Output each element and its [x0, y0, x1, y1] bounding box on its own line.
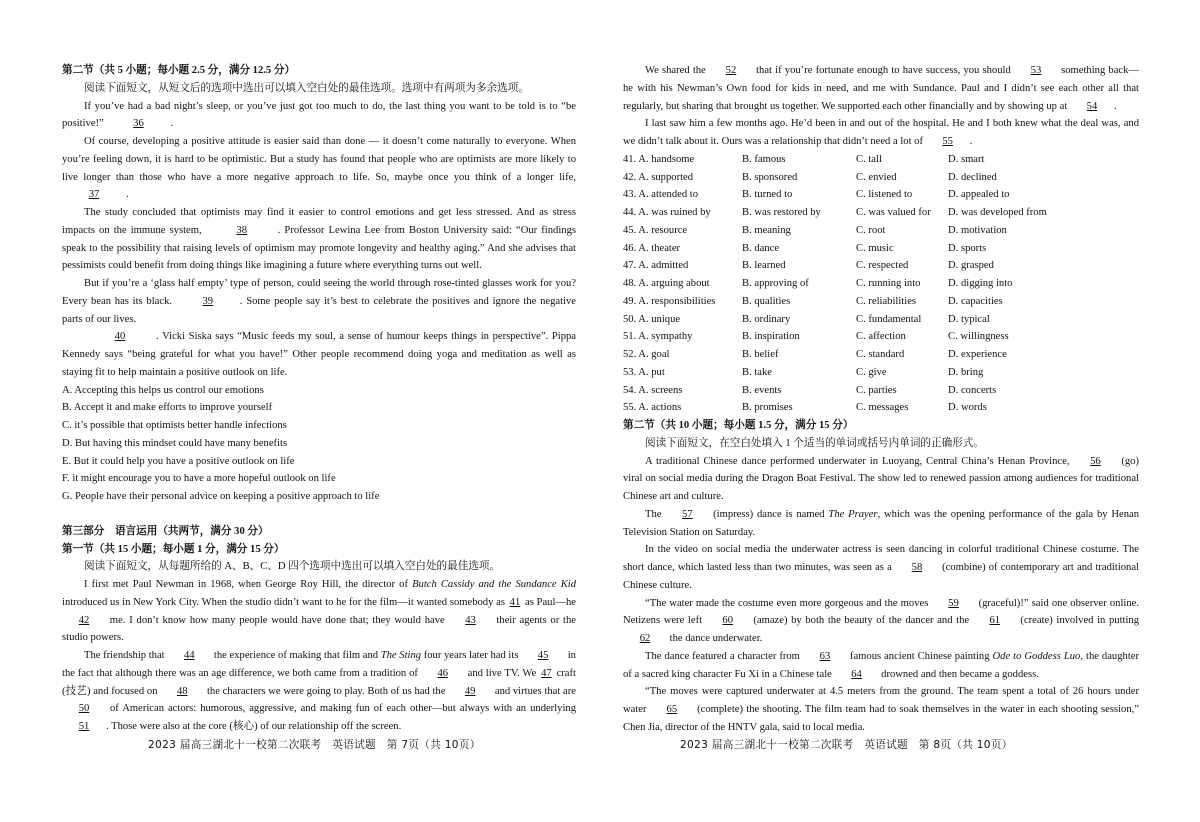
choice-option[interactable]: B. famous	[742, 153, 786, 165]
paragraph: 40 . Vicki Siska says “Music feeds my soul, a sense of humour keeps things in perspective”. Pippa Kennedy says “being grateful for what you have!” Other people recommend doing yoga and meditation as well as staying fit to help maintain a positive outlook on life.	[62, 328, 576, 381]
choice-option[interactable]: C. root	[856, 224, 886, 236]
choice-option[interactable]: D. smart	[948, 153, 985, 165]
choice-row	[623, 382, 1139, 400]
paragraph: “The water made the costume even more gorgeous and the moves 59 (graceful)!” said one observer online. Netizens were left 60 (amaze) by both the beauty of the dancer and the 61 (create) involved in putting 62 the dance underwater.	[623, 595, 1139, 648]
paragraph: I last saw him a few months ago. He’d been in and out of the hospital. He and I both knew what the deal was, and we didn’t talk about it. Ours was a relationship that didn’t need a lot of 55 .	[623, 115, 1139, 151]
choice-option[interactable]: 51. A. sympathy	[623, 331, 693, 343]
blank-37[interactable]: 37	[88, 189, 100, 201]
section-heading: 第一节（共 15 小题；每小题 1 分，满分 15 分）	[62, 543, 285, 555]
choice-row	[623, 328, 1139, 346]
blank-60[interactable]: 60	[722, 615, 734, 627]
choice-option[interactable]: B. qualities	[742, 295, 791, 307]
part-heading: 第三部分 语言运用（共两节，满分 30 分）	[62, 525, 269, 537]
blank-56[interactable]: 56	[1090, 455, 1101, 467]
paragraph: But if you’re a ‘glass half empty’ type of person, could seeing the world through rose-tinted glasses work for you? Every bean has its black. 39 . Some people say it’s best to celebrate the positives and ignore the negative parts of our lives.	[62, 278, 577, 325]
choice-option[interactable]: B. dance	[742, 242, 780, 254]
choice-option[interactable]: B. approving of	[742, 278, 809, 289]
choice-option[interactable]: B. belief	[742, 349, 779, 360]
paragraph: “The moves were captured underwater at 4.5 meters from the ground. The team spent a total of 26 hours under water 65 (complete) the shooting. The film team had to soak themselves in the water in each shooting session,” Chen Jia, director of the HNTV gala, said to local media.	[623, 686, 1139, 733]
choice-option[interactable]: 41. A. handsome	[623, 153, 695, 165]
blank-45[interactable]: 45	[537, 650, 549, 661]
option-item: E. But it could help you have a positive outlook on life	[62, 455, 295, 467]
choice-option[interactable]: 45. A. resource	[623, 224, 688, 236]
choice-row	[623, 311, 1139, 329]
choice-row	[623, 204, 1139, 222]
blank-46[interactable]: 46	[437, 667, 449, 679]
choice-row	[623, 169, 1139, 187]
section-instruction: 阅读下面短文，从短文后的选项中选出可以填入空白处的最佳选项。选项中有两项为多余选项。	[84, 82, 529, 94]
choice-option[interactable]: 53. A. put	[623, 366, 665, 378]
choice-option[interactable]: D. declined	[948, 171, 997, 183]
paragraph: A traditional Chinese dance performed underwater in Luoyang, Central China’s Henan Province, 56 (go) viral on social media during the Dragon Boat Festival. The show led to renewed passion among audiences for traditional Chinese art and culture.	[623, 453, 1139, 506]
choice-row	[623, 151, 1139, 169]
choice-option[interactable]: 50. A. unique	[623, 313, 681, 325]
choice-option[interactable]: B. learned	[742, 260, 786, 272]
section-heading: 第二节（共 10 小题；每小题 1.5 分，满分 15 分）	[623, 420, 854, 431]
choice-option[interactable]: D. bring	[948, 366, 984, 378]
choice-option[interactable]: C. music	[856, 242, 894, 254]
blank-41[interactable]: 41	[509, 596, 521, 608]
blank-64[interactable]: 64	[851, 668, 862, 680]
choice-option[interactable]: D. typical	[948, 313, 990, 325]
choice-option[interactable]: C. fundamental	[856, 313, 922, 325]
right-column	[623, 62, 1139, 737]
paragraph: The study concluded that optimists may find it easier to control emotions and get less stressed. And as stress impacts on the immune system, 38 . Professor Lewina Lee from Boston University said: “Our findings speak to the possibility that raising levels of optimism may promote longevity and healthy aging.” And she advises that pessimists could benefit from doing things like imagining a future where everything turns out well.	[62, 207, 576, 272]
page-footer-right: 2023 届高三湖北十一校第二次联考 英语试题 第 8页（共 10页）	[680, 739, 1013, 751]
choice-option[interactable]: C. give	[856, 366, 887, 378]
choice-option[interactable]: 52. A. goal	[623, 349, 670, 360]
choice-option[interactable]: C. running into	[856, 278, 921, 289]
choice-option[interactable]: C. messages	[856, 402, 909, 414]
blank-49[interactable]: 49	[464, 685, 476, 697]
blank-42[interactable]: 42	[78, 614, 90, 626]
blank-43[interactable]: 43	[465, 614, 476, 626]
blank-53[interactable]: 53	[1030, 65, 1042, 76]
option-item: A. Accepting this helps us control our emotions	[62, 384, 264, 396]
choice-row	[623, 346, 1139, 364]
choice-option[interactable]: B. sponsored	[742, 171, 798, 183]
blank-47[interactable]: 47	[541, 667, 552, 679]
choice-option[interactable]: B. events	[742, 384, 782, 396]
choice-option[interactable]: D. appealed to	[948, 189, 1010, 201]
page-footer-left: 2023 届高三湖北十一校第二次联考 英语试题 第 7页（共 10页）	[148, 739, 481, 751]
choice-option[interactable]: C. respected	[856, 260, 909, 272]
blank-50[interactable]: 50	[78, 703, 90, 715]
choice-option[interactable]: 42. A. supported	[623, 171, 694, 183]
choice-row	[623, 399, 1139, 417]
choice-option[interactable]: C. standard	[856, 349, 905, 360]
choice-option[interactable]: D. concerts	[948, 384, 997, 396]
choice-option[interactable]: 54. A. screens	[623, 384, 683, 396]
choice-option[interactable]: D. grasped	[948, 260, 994, 272]
blank-65[interactable]: 65	[666, 704, 678, 715]
choice-row	[623, 240, 1139, 258]
blank-59[interactable]: 59	[948, 597, 959, 609]
choice-row	[623, 364, 1139, 382]
choice-row	[623, 186, 1139, 204]
section-instruction: 阅读下面短文，在空白处填入 1 个适当的单词或括号内单词的正确形式。	[645, 437, 984, 449]
section-instruction: 阅读下面短文，从每题所给的 A、B、C、D 四个选项中选出可以填入空白处的最佳选项。	[84, 561, 501, 573]
choice-option[interactable]: C. envied	[856, 171, 897, 183]
choices-table	[623, 151, 1139, 417]
choice-option[interactable]: D. motivation	[948, 224, 1007, 236]
choice-option[interactable]: 46. A. theater	[623, 242, 681, 254]
option-item: D. But having this mindset could have many benefits	[62, 437, 288, 449]
choice-option[interactable]: D. words	[948, 402, 987, 414]
choice-option[interactable]: 44. A. was ruined by	[623, 207, 711, 218]
choice-option[interactable]: D. experience	[948, 349, 1007, 360]
choice-option[interactable]: D. digging into	[948, 278, 1013, 289]
paragraph: The dance featured a character from 63 famous ancient Chinese painting Ode to Goddess Luo, the daughter of a sacred king character Fu Xi in a Chinese tale 64 drowned and then became a goddess.	[623, 648, 1139, 684]
choice-option[interactable]: C. tall	[856, 153, 882, 165]
blank-38[interactable]: 38	[236, 224, 247, 236]
option-item: C. it’s possible that optimists better handle infections	[62, 420, 287, 431]
choice-option[interactable]: C. parties	[856, 384, 897, 396]
choice-option[interactable]: 43. A. attended to	[623, 189, 699, 201]
option-item: B. Accept it and make efforts to improve yourself	[62, 402, 273, 414]
choice-option[interactable]: C. reliabilities	[856, 295, 917, 307]
left-column	[62, 62, 576, 736]
choice-option[interactable]: C. listened to	[856, 189, 913, 201]
blank-55[interactable]: 55	[942, 136, 953, 147]
blank-57[interactable]: 57	[682, 508, 693, 520]
choice-option[interactable]: B. meaning	[742, 224, 791, 236]
choice-option[interactable]: B. turned to	[742, 189, 793, 201]
choice-option[interactable]: B. ordinary	[742, 313, 791, 325]
option-item: F. it might encourage you to have a more hopeful outlook on life	[62, 473, 336, 485]
choice-row	[623, 293, 1139, 311]
blank-40[interactable]: 40	[114, 331, 126, 343]
paragraph: We shared the 52 that if you’re fortunate enough to have success, you should 53 something back—he with his Newman’s Own food for kids in need, and me with Sundance. Paul and I didn’t see each other all that regularly, but sharing that brought us together. We supported each other financially and by showing up at 54 .	[623, 62, 1139, 115]
blank-39[interactable]: 39	[202, 295, 214, 307]
blank-62[interactable]: 62	[639, 633, 651, 644]
choice-option[interactable]: B. promises	[742, 402, 793, 414]
choice-row	[623, 257, 1139, 275]
blank-52[interactable]: 52	[725, 65, 737, 76]
choice-option[interactable]: D. sports	[948, 242, 987, 254]
paragraph: Of course, developing a positive attitude is easier said than done — it doesn’t come naturally to everyone. When you’re feeling down, it is hard to be optimistic. But a study has found that people who are optimists are more likely to live longer than those who have a more negative approach to life. So, maybe once you think of a longer life, 37 .	[62, 133, 576, 204]
choice-option[interactable]: 55. A. actions	[623, 402, 682, 414]
option-list	[62, 382, 576, 506]
choice-option[interactable]: B. take	[742, 366, 773, 378]
choice-row	[623, 222, 1139, 240]
paragraph: The friendship that 44 the experience of making that film and The Sting four years later had its 45 in the fact that although there was an age difference, we both came from a tradition of 46 and live TV. We 47 craft (技艺) and focused on 48 the characters we were going to play. Both of us had the 49 and virtues that are 50 of American actors: humorous, aggressive, and making fun of each other—but always with an underlying 51 . Those were also at the core (核心) of our relationship off the screen.	[62, 647, 576, 736]
blank-44[interactable]: 44	[183, 650, 195, 661]
choice-option[interactable]: B. was restored by	[742, 207, 821, 218]
blank-51[interactable]: 51	[78, 721, 90, 732]
choice-row	[623, 275, 1139, 293]
choice-option[interactable]: D. capacities	[948, 295, 1003, 307]
choice-option[interactable]: 49. A. responsibilities	[623, 295, 716, 307]
choice-option[interactable]: C. was valued for	[856, 207, 931, 218]
blank-36[interactable]: 36	[133, 118, 144, 130]
option-item: G. People have their personal advice on keeping a positive approach to life	[62, 491, 380, 502]
choice-option[interactable]: 47. A. admitted	[623, 260, 689, 272]
paragraph: In the video on social media the underwater actress is seen dancing in colorful traditional Chinese costume. The short dance, which lasted less than two minutes, was seen as a 58 (combine) of contemporary art and traditional Chinese culture.	[623, 544, 1140, 591]
paragraph: The 57 (impress) dance is named The Prayer, which was the opening performance of the gala by Henan Television Station on Saturday.	[623, 506, 1139, 542]
blank-54[interactable]: 54	[1086, 100, 1098, 112]
paragraph: If you’ve had a bad night’s sleep, or you’ve just got too much to do, the last thing you want to be told is to “be positive!” 36 .	[62, 98, 576, 134]
choice-option[interactable]: B. inspiration	[742, 331, 800, 343]
choice-option[interactable]: C. willingness	[948, 331, 1009, 343]
blank-61[interactable]: 61	[989, 615, 1001, 627]
choice-option[interactable]: D. was developed from	[948, 207, 1047, 218]
section-heading: 第二节（共 5 小题；每小题 2.5 分，满分 12.5 分）	[62, 65, 296, 76]
paragraph: I first met Paul Newman in 1968, when George Roy Hill, the director of Butch Cassidy and the Sundance Kid introduced us in New York City. When the studio didn’t want to he for the film—it wanted somebody as 41 as Paul—he 42 me. I don’t know how many people would have done that; they would have 43 their agents or the studio powers.	[62, 579, 577, 644]
choice-option[interactable]: C. affection	[856, 331, 906, 343]
blank-63[interactable]: 63	[819, 650, 831, 662]
blank-58[interactable]: 58	[911, 562, 923, 573]
blank-48[interactable]: 48	[176, 685, 188, 697]
choice-option[interactable]: 48. A. arguing about	[623, 278, 710, 289]
